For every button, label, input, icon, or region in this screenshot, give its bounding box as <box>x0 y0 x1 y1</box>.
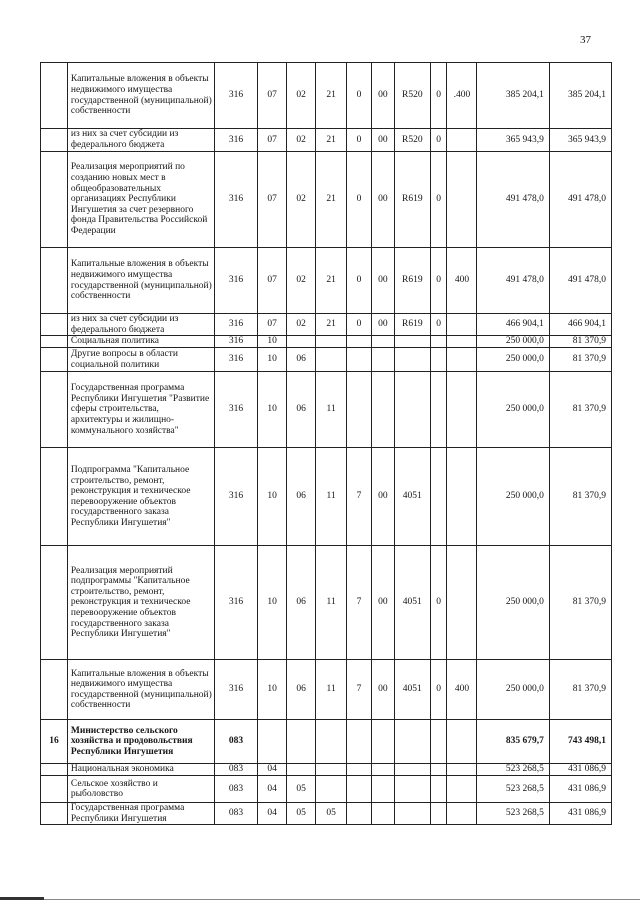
cell-sp <box>347 372 372 448</box>
cell-sp: 0 <box>347 129 372 152</box>
cell-vr <box>447 372 477 448</box>
cell-vr <box>447 776 477 803</box>
table-row <box>41 348 612 372</box>
cell-om <box>371 336 394 348</box>
cell-sum1: 523 268,5 <box>477 764 549 776</box>
cell-d: 0 <box>430 546 447 660</box>
cell-sum2: 431 086,9 <box>549 803 611 825</box>
cell-nr <box>394 720 430 764</box>
cell-om <box>371 776 394 803</box>
cell-vr <box>447 764 477 776</box>
cell-pr: 06 <box>287 660 316 720</box>
cell-d <box>430 336 447 348</box>
cell-vr <box>447 803 477 825</box>
table-row <box>41 720 612 764</box>
cell-sum1: 365 943,9 <box>477 129 549 152</box>
cell-vr <box>447 129 477 152</box>
cell-no <box>41 63 68 129</box>
cell-nr <box>394 803 430 825</box>
cell-d: 0 <box>430 314 447 336</box>
cell-vr: 400 <box>447 660 477 720</box>
cell-name: из них за счет субсидии из федерального бюджета <box>67 314 214 336</box>
cell-p: 11 <box>316 372 347 448</box>
cell-p <box>316 348 347 372</box>
cell-d: 0 <box>430 660 447 720</box>
cell-om <box>371 720 394 764</box>
cell-sum2: 81 370,9 <box>549 336 611 348</box>
cell-om: 00 <box>371 660 394 720</box>
cell-pr: 06 <box>287 448 316 546</box>
cell-sp: 7 <box>347 448 372 546</box>
cell-sum2: 431 086,9 <box>549 764 611 776</box>
cell-sum1: 385 204,1 <box>477 63 549 129</box>
cell-name: Сельское хозяйство и рыболовство <box>67 776 214 803</box>
cell-pr: 06 <box>287 372 316 448</box>
cell-no: 16 <box>41 720 68 764</box>
cell-rz <box>258 720 287 764</box>
cell-pr: 06 <box>287 546 316 660</box>
cell-p <box>316 776 347 803</box>
cell-no <box>41 248 68 314</box>
cell-nr <box>394 348 430 372</box>
cell-vr: .400 <box>447 63 477 129</box>
cell-sp: 0 <box>347 152 372 248</box>
cell-pr <box>287 336 316 348</box>
cell-nr: R520 <box>394 129 430 152</box>
cell-nr: 4051 <box>394 546 430 660</box>
cell-grbs: 316 <box>214 129 257 152</box>
cell-name: Министерство сельского хозяйства и продовольствия Республики Ингушетия <box>67 720 214 764</box>
cell-rz: 07 <box>258 314 287 336</box>
cell-no <box>41 372 68 448</box>
cell-p <box>316 764 347 776</box>
cell-p: 11 <box>316 546 347 660</box>
cell-pr: 02 <box>287 63 316 129</box>
cell-vr <box>447 336 477 348</box>
cell-rz: 10 <box>258 448 287 546</box>
cell-sum1: 491 478,0 <box>477 152 549 248</box>
cell-no <box>41 546 68 660</box>
cell-rz: 04 <box>258 776 287 803</box>
cell-sum1: 250 000,0 <box>477 348 549 372</box>
cell-grbs: 316 <box>214 314 257 336</box>
cell-sp: 7 <box>347 546 372 660</box>
table-row <box>41 776 612 803</box>
cell-name: Подпрограмма "Капитальное строительство, ремонт, реконструкция и техническое перевооружение объектов государственного заказа Республики Ингушетия" <box>67 448 214 546</box>
table-row <box>41 448 612 546</box>
cell-nr: 4051 <box>394 660 430 720</box>
cell-om <box>371 372 394 448</box>
cell-om <box>371 764 394 776</box>
table-row <box>41 152 612 248</box>
cell-pr: 06 <box>287 348 316 372</box>
cell-grbs: 316 <box>214 448 257 546</box>
cell-d <box>430 448 447 546</box>
cell-om: 00 <box>371 152 394 248</box>
cell-sum2: 81 370,9 <box>549 546 611 660</box>
cell-pr: 05 <box>287 803 316 825</box>
cell-nr: 4051 <box>394 448 430 546</box>
cell-d: 0 <box>430 248 447 314</box>
cell-d <box>430 764 447 776</box>
budget-table <box>40 62 612 825</box>
cell-sp: 0 <box>347 314 372 336</box>
cell-name: Реализация мероприятий подпрограммы "Капитальное строительство, ремонт, реконструкция и техническое перевооружение объектов государственного заказа Республики Ингушетия" <box>67 546 214 660</box>
cell-sum2: 81 370,9 <box>549 348 611 372</box>
table-row <box>41 803 612 825</box>
cell-sp <box>347 720 372 764</box>
cell-sum1: 250 000,0 <box>477 336 549 348</box>
cell-sum2: 81 370,9 <box>549 448 611 546</box>
cell-sum1: 835 679,7 <box>477 720 549 764</box>
cell-name: Капитальные вложения в объекты недвижимого имущества государственной (муниципальной) собственности <box>67 660 214 720</box>
cell-grbs: 316 <box>214 152 257 248</box>
cell-grbs: 316 <box>214 336 257 348</box>
cell-sp: 0 <box>347 248 372 314</box>
cell-om: 00 <box>371 129 394 152</box>
cell-rz: 07 <box>258 152 287 248</box>
cell-name: Реализация мероприятий по созданию новых мест в общеобразовательных организациях Республики Ингушетия за счет резервного фонда Правительства Российской Федерации <box>67 152 214 248</box>
cell-d: 0 <box>430 63 447 129</box>
cell-sum1: 250 000,0 <box>477 660 549 720</box>
cell-vr <box>447 314 477 336</box>
cell-grbs: 316 <box>214 248 257 314</box>
cell-vr: 400 <box>447 248 477 314</box>
cell-sum2: 466 904,1 <box>549 314 611 336</box>
cell-sp: 7 <box>347 660 372 720</box>
cell-p: 21 <box>316 152 347 248</box>
cell-vr <box>447 348 477 372</box>
cell-p: 21 <box>316 314 347 336</box>
scan-mark <box>44 899 640 900</box>
cell-no <box>41 314 68 336</box>
cell-p: 05 <box>316 803 347 825</box>
cell-d <box>430 720 447 764</box>
cell-sum1: 523 268,5 <box>477 803 549 825</box>
cell-name: Государственная программа Республики Ингушетия <box>67 803 214 825</box>
table-row <box>41 248 612 314</box>
cell-sum2: 81 370,9 <box>549 660 611 720</box>
cell-nr: R520 <box>394 63 430 129</box>
table-row <box>41 129 612 152</box>
cell-grbs: 316 <box>214 372 257 448</box>
table-row <box>41 63 612 129</box>
cell-pr: 02 <box>287 248 316 314</box>
cell-rz: 10 <box>258 660 287 720</box>
table-row <box>41 372 612 448</box>
cell-sp: 0 <box>347 63 372 129</box>
cell-nr: R619 <box>394 248 430 314</box>
cell-no <box>41 336 68 348</box>
cell-sp <box>347 348 372 372</box>
cell-rz: 07 <box>258 129 287 152</box>
page-number: 37 <box>580 34 591 46</box>
cell-nr <box>394 764 430 776</box>
cell-om: 00 <box>371 314 394 336</box>
cell-sum1: 491 478,0 <box>477 248 549 314</box>
cell-om <box>371 348 394 372</box>
cell-sum2: 385 204,1 <box>549 63 611 129</box>
cell-p <box>316 336 347 348</box>
cell-sum1: 250 000,0 <box>477 448 549 546</box>
table-row <box>41 314 612 336</box>
cell-sp <box>347 776 372 803</box>
cell-sp <box>347 336 372 348</box>
cell-om: 00 <box>371 546 394 660</box>
cell-p: 21 <box>316 248 347 314</box>
cell-sum2: 365 943,9 <box>549 129 611 152</box>
cell-name: Социальная политика <box>67 336 214 348</box>
cell-vr <box>447 448 477 546</box>
cell-p: 11 <box>316 448 347 546</box>
cell-rz: 10 <box>258 546 287 660</box>
cell-name: Капитальные вложения в объекты недвижимого имущества государственной (муниципальной) собственности <box>67 63 214 129</box>
cell-om: 00 <box>371 448 394 546</box>
cell-grbs: 316 <box>214 546 257 660</box>
cell-sum1: 466 904,1 <box>477 314 549 336</box>
cell-nr <box>394 336 430 348</box>
cell-name: Государственная программа Республики Ингушетия "Развитие сферы строительства, архитектуры и жилищно-коммунального хозяйства" <box>67 372 214 448</box>
cell-pr: 02 <box>287 152 316 248</box>
cell-p <box>316 720 347 764</box>
cell-pr: 02 <box>287 129 316 152</box>
cell-sum2: 743 498,1 <box>549 720 611 764</box>
table-row <box>41 764 612 776</box>
cell-d: 0 <box>430 152 447 248</box>
cell-grbs: 083 <box>214 776 257 803</box>
cell-rz: 10 <box>258 336 287 348</box>
cell-sum2: 81 370,9 <box>549 372 611 448</box>
cell-no <box>41 660 68 720</box>
cell-pr: 02 <box>287 314 316 336</box>
cell-pr <box>287 720 316 764</box>
cell-no <box>41 448 68 546</box>
cell-grbs: 316 <box>214 348 257 372</box>
cell-pr: 05 <box>287 776 316 803</box>
cell-p: 21 <box>316 129 347 152</box>
cell-sum1: 250 000,0 <box>477 546 549 660</box>
cell-sum2: 491 478,0 <box>549 248 611 314</box>
cell-grbs: 316 <box>214 63 257 129</box>
cell-sum2: 431 086,9 <box>549 776 611 803</box>
scan-mark <box>0 897 44 900</box>
table-row <box>41 660 612 720</box>
cell-nr <box>394 776 430 803</box>
cell-rz: 07 <box>258 248 287 314</box>
cell-vr <box>447 720 477 764</box>
cell-rz: 07 <box>258 63 287 129</box>
cell-name: из них за счет субсидии из федерального бюджета <box>67 129 214 152</box>
cell-p: 11 <box>316 660 347 720</box>
cell-no <box>41 764 68 776</box>
cell-sum1: 523 268,5 <box>477 776 549 803</box>
cell-vr <box>447 152 477 248</box>
cell-no <box>41 776 68 803</box>
cell-d: 0 <box>430 129 447 152</box>
cell-d <box>430 776 447 803</box>
cell-rz: 04 <box>258 764 287 776</box>
cell-vr <box>447 546 477 660</box>
cell-pr <box>287 764 316 776</box>
cell-no <box>41 803 68 825</box>
cell-sum1: 250 000,0 <box>477 372 549 448</box>
cell-no <box>41 152 68 248</box>
cell-p: 21 <box>316 63 347 129</box>
table-row <box>41 546 612 660</box>
cell-om: 00 <box>371 63 394 129</box>
cell-sum2: 491 478,0 <box>549 152 611 248</box>
cell-name: Капитальные вложения в объекты недвижимого имущества государственной (муниципальной) собственности <box>67 248 214 314</box>
cell-d <box>430 372 447 448</box>
cell-name: Национальная экономика <box>67 764 214 776</box>
cell-rz: 04 <box>258 803 287 825</box>
cell-name: Другие вопросы в области социальной политики <box>67 348 214 372</box>
cell-nr <box>394 372 430 448</box>
cell-no <box>41 348 68 372</box>
cell-om <box>371 803 394 825</box>
cell-nr: R619 <box>394 314 430 336</box>
table-row <box>41 336 612 348</box>
cell-d <box>430 803 447 825</box>
cell-grbs: 083 <box>214 803 257 825</box>
cell-sp <box>347 764 372 776</box>
cell-grbs: 316 <box>214 660 257 720</box>
cell-rz: 10 <box>258 372 287 448</box>
cell-sp <box>347 803 372 825</box>
cell-grbs: 083 <box>214 764 257 776</box>
cell-d <box>430 348 447 372</box>
cell-om: 00 <box>371 248 394 314</box>
cell-grbs: 083 <box>214 720 257 764</box>
cell-nr: R619 <box>394 152 430 248</box>
cell-no <box>41 129 68 152</box>
cell-rz: 10 <box>258 348 287 372</box>
